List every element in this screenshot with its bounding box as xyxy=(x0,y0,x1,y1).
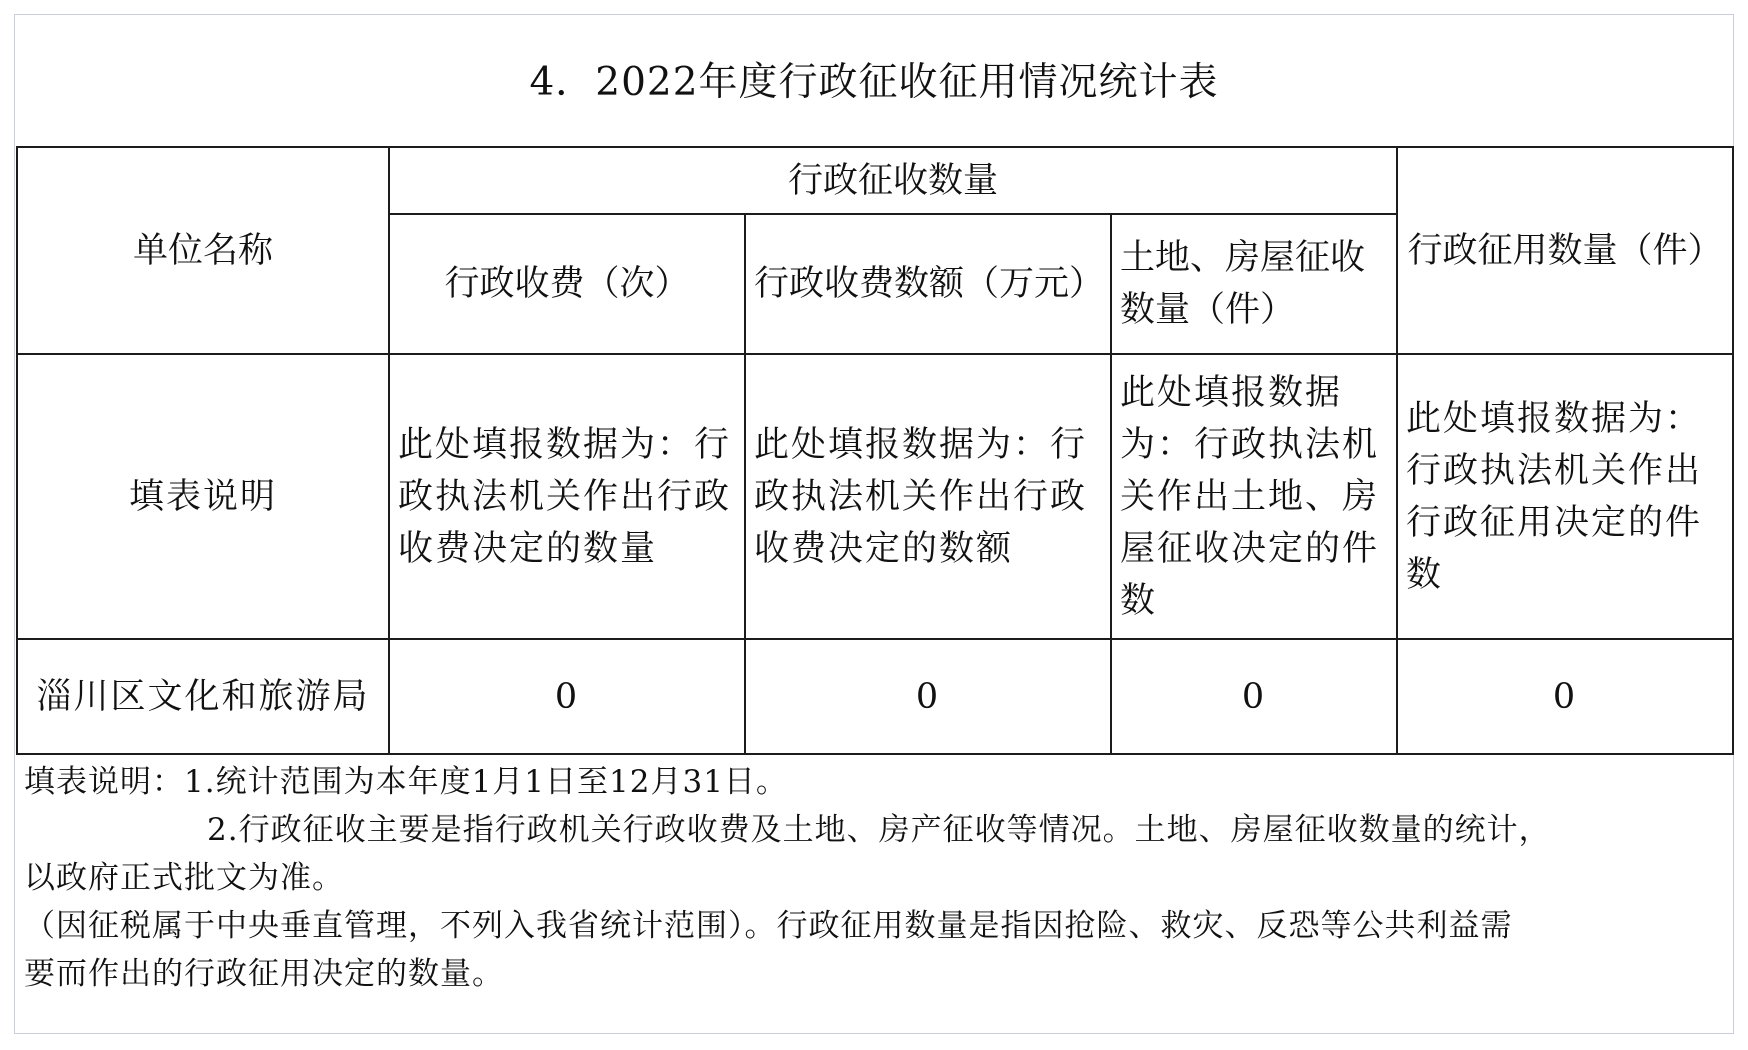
instructions-land-count: 此处填报数据为：行政执法机关作出土地、房屋征收决定的件数 xyxy=(1120,372,1380,621)
page-title: 4．2022年度行政征收征用情况统计表 xyxy=(15,15,1733,142)
table-row xyxy=(17,639,1733,754)
note-line: 要而作出的行政征用决定的数量。 xyxy=(24,956,504,992)
note-line: 以政府正式批文为准。 xyxy=(24,860,344,896)
instructions-requisition: 此处填报数据为：行政执法机关作出行政征用决定的件数 xyxy=(1406,398,1703,595)
fee-count-value: 0 xyxy=(389,639,745,754)
header-requisition: 行政征用数量（件） xyxy=(1397,147,1733,354)
note-line: （因征税属于中央垂直管理，不列入我省统计范围）。行政征用数量是指因抢险、救灾、反恐等公共利益需 xyxy=(24,908,1513,944)
instructions-fee-amount-cell xyxy=(745,354,1111,639)
unit-name-cell: 淄川区文化和旅游局 xyxy=(17,639,389,754)
instructions-fee-count-cell xyxy=(389,354,745,639)
requisition-value: 0 xyxy=(1397,639,1733,754)
note-line: 填表说明：1.统计范围为本年度1月1日至12月31日。 xyxy=(24,764,788,800)
header-fee-amount: 行政收费数额（万元） xyxy=(745,214,1111,354)
statistics-table xyxy=(16,146,1734,755)
header-unit-name: 单位名称 xyxy=(17,147,389,354)
instructions-fee-count: 此处填报数据为：行政执法机关作出行政收费决定的数量 xyxy=(398,424,732,569)
header-collection-group: 行政征收数量 xyxy=(389,147,1397,214)
notes-section xyxy=(24,758,1724,998)
instructions-requisition-cell xyxy=(1397,354,1733,639)
land-count-value: 0 xyxy=(1111,639,1397,754)
header-land-count: 土地、房屋征收数量（件） xyxy=(1111,214,1397,354)
note-line: 2.行政征收主要是指行政机关行政收费及土地、房产征收等情况。土地、房屋征收数量的统计， xyxy=(207,812,1551,848)
header-fee-count: 行政收费（次） xyxy=(389,214,745,354)
instructions-land-count-cell xyxy=(1111,354,1397,639)
instructions-label: 填表说明 xyxy=(17,354,389,639)
instructions-fee-amount: 此处填报数据为：行政执法机关作出行政收费决定的数额 xyxy=(754,424,1088,569)
fee-amount-value: 0 xyxy=(745,639,1111,754)
